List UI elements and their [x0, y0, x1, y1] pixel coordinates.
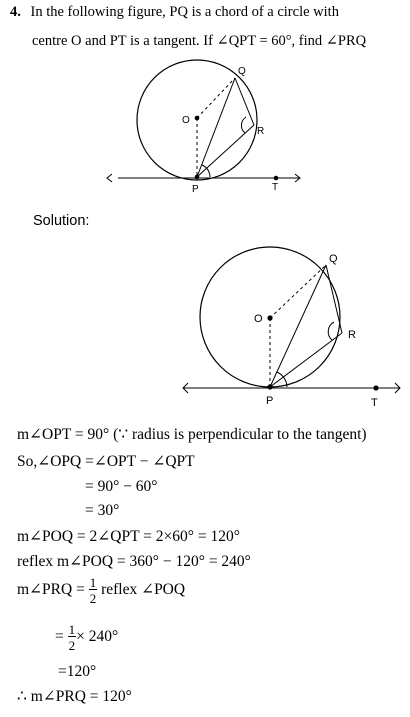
step-8: = $\frac{1}{2}$ × 240°	[55, 622, 119, 653]
label-q: Q	[238, 66, 246, 77]
fraction-half: $\frac{1}{2}$	[89, 575, 97, 606]
step-4: = 30°	[85, 502, 120, 519]
center-point	[267, 315, 272, 320]
label-o: O	[182, 115, 190, 126]
step-7: m∠PRQ = $\frac{1}{2}$ reflex ∠POQ	[17, 575, 186, 606]
step-2: So,∠OPQ =∠OPT − ∠QPT	[17, 453, 195, 470]
fraction-half: $\frac{1}{2}$	[68, 622, 76, 653]
radius-oq	[197, 78, 235, 118]
step-9: =120°	[58, 663, 97, 680]
question-number: 4.	[10, 4, 21, 20]
step-5: m∠POQ = 2∠QPT = 2×60° = 120°	[17, 528, 240, 545]
label-r: R	[348, 329, 356, 341]
step-3: = 90° − 60°	[85, 478, 158, 495]
label-t: T	[371, 397, 378, 409]
question-text-1: In the following figure, PQ is a chord of a circle with	[30, 4, 339, 20]
chord-qr	[326, 265, 342, 333]
question-line-1	[10, 4, 339, 21]
center-point	[195, 116, 200, 121]
step-1: m∠OPT = 90° (∵ radius is perpendicular to the tangent)	[17, 426, 367, 443]
label-t: T	[272, 182, 279, 193]
radius-oq	[270, 265, 326, 318]
label-o: O	[254, 313, 263, 325]
label-p: P	[192, 184, 199, 195]
step-10: ∴ m∠PRQ = 120°	[17, 688, 132, 705]
label-r: R	[257, 126, 265, 137]
chord-pr	[270, 333, 342, 387]
chord-pq	[197, 78, 235, 177]
label-q: Q	[329, 253, 338, 265]
chord-pr	[197, 125, 254, 177]
figure-solution	[0, 245, 410, 415]
question-line-2: centre O and PT is a tangent. If ∠QPT = 60°, find ∠PRQ	[32, 33, 367, 49]
step-6: reflex m∠POQ = 360° − 120° = 240°	[17, 553, 251, 570]
figure-question	[0, 58, 410, 198]
solution-label: Solution:	[33, 213, 90, 229]
label-p: P	[266, 395, 274, 407]
